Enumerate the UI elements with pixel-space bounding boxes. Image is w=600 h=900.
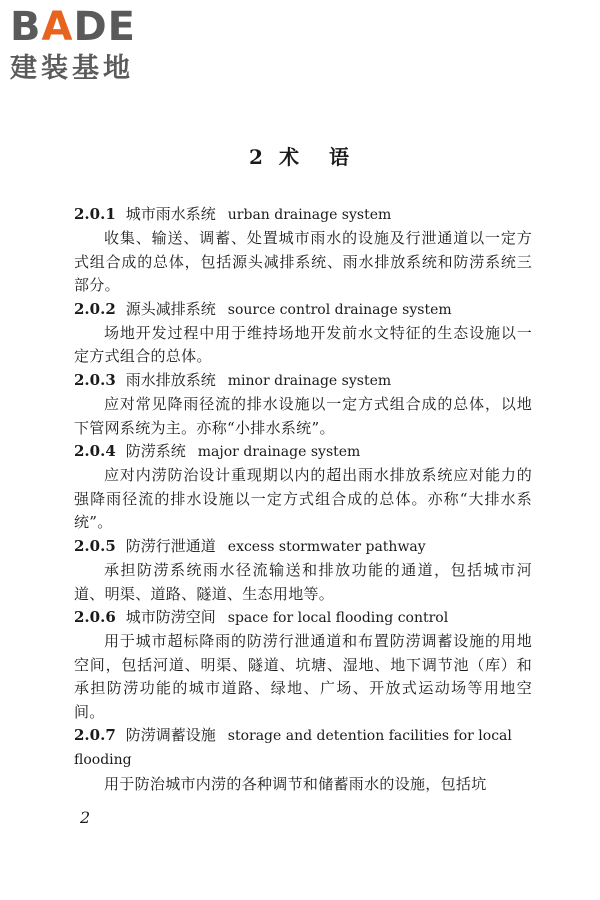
- term-entry: [74, 203, 532, 298]
- term-definition: 应对常见降雨径流的排水设施以一定方式组合成的总体，以地下管网系统为主。亦称“小排水系统”。: [74, 395, 532, 437]
- term-heading: [74, 606, 532, 630]
- chapter-word-2: 语: [328, 145, 351, 169]
- term-heading: [74, 535, 532, 559]
- term-chinese: 防涝系统: [125, 442, 186, 461]
- term-entry: [74, 606, 532, 724]
- terms-list: [74, 203, 532, 796]
- term-number: 2.0.4: [74, 442, 116, 461]
- chapter-title: [0, 143, 600, 171]
- term-number: 2.0.3: [74, 370, 116, 389]
- term-entry: [74, 440, 532, 535]
- term-definition: 承担防涝系统雨水径流输送和排放功能的通道，包括城市河道、明渠、道路、隧道、生态用地等。: [74, 561, 532, 603]
- term-english: major drainage system: [197, 444, 361, 461]
- term-chinese: 源头减排系统: [125, 299, 216, 318]
- term-number: 2.0.1: [74, 205, 116, 223]
- term-number: 2.0.6: [74, 607, 116, 626]
- term-definition: 用于城市超标降雨的防涝行泄通道和布置防涝调蓄设施的用地空间，包括河道、明渠、隧道、坑塘、湿地、地下调节池（库）和承担防涝功能的城市道路、绿地、广场、开放式运动场等用地空间。: [74, 632, 532, 721]
- term-entry: [74, 535, 532, 606]
- term-english: minor drainage system: [227, 372, 392, 389]
- term-definition: 收集、输送、调蓄、处置城市雨水的设施及行泄通道以一定方式组合成的总体，包括源头减排系统、雨水排放系统和防涝系统三部分。: [74, 229, 532, 295]
- term-heading: [74, 203, 532, 227]
- bade-logo: [10, 4, 185, 90]
- term-definition: 应对内涝防治设计重现期以内的超出雨水排放系统应对能力的强降雨径流的排水设施以一定方式组合成的总体。亦称“大排水系统”。: [74, 466, 532, 532]
- term-english: storage and detention facilities for local flooding: [74, 727, 512, 769]
- chapter-number: 2: [249, 145, 265, 169]
- term-english: source control drainage system: [227, 301, 452, 318]
- logo-wordmark: BADE: [10, 4, 136, 50]
- term-number: 2.0.2: [74, 299, 116, 318]
- term-english: excess stormwater pathway: [227, 538, 426, 555]
- term-chinese: 防涝行泄通道: [125, 536, 216, 555]
- term-chinese: 雨水排放系统: [125, 370, 216, 389]
- term-english: urban drainage system: [227, 207, 392, 223]
- term-chinese: 城市防涝空间: [125, 607, 216, 626]
- term-number: 2.0.5: [74, 536, 116, 555]
- term-definition: 用于防治城市内涝的各种调节和储蓄雨水的设施，包括坑: [104, 774, 487, 793]
- term-chinese: 防涝调蓄设施: [125, 725, 216, 744]
- term-entry: [74, 369, 532, 440]
- page-number: 2: [80, 808, 91, 827]
- term-english: space for local flooding control: [227, 609, 449, 626]
- term-entry: [74, 298, 532, 369]
- term-heading: [74, 369, 532, 393]
- term-definition: 场地开发过程中用于维持场地开发前水文特征的生态设施以一定方式组合的总体。: [74, 324, 532, 366]
- term-chinese: 城市雨水系统: [125, 205, 216, 223]
- term-heading: [74, 440, 532, 464]
- term-heading: [74, 298, 532, 322]
- chapter-word-1: 术: [278, 145, 301, 169]
- term-number: 2.0.7: [74, 725, 116, 744]
- logo-chinese-text: 建装基地: [10, 53, 134, 84]
- term-heading: [74, 724, 532, 773]
- term-entry: [74, 724, 532, 796]
